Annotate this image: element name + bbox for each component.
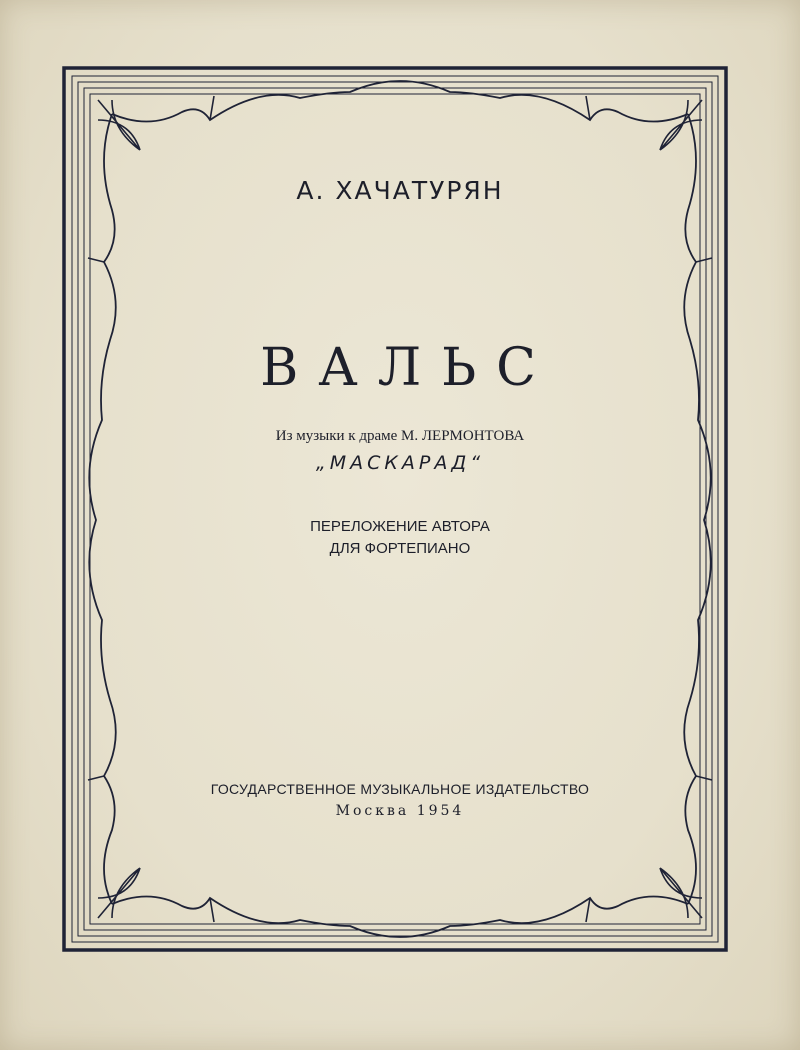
arrangement-line-1: ПЕРЕЛОЖЕНИЕ АВТОРА (310, 518, 490, 535)
arrangement-line-2: ДЛЯ ФОРТЕПИАНО (329, 540, 471, 557)
publication-place-year: Москва 1954 (335, 803, 465, 819)
composer-name: А. ХАЧАТУРЯН (296, 176, 504, 205)
piece-title: ВАЛЬС (260, 338, 556, 398)
play-title: „МАСКАРАД“ (315, 452, 485, 474)
source-subtitle: Из музыки к драме М. ЛЕРМОНТОВА (275, 428, 525, 444)
publisher-name: ГОСУДАРСТВЕННОЕ МУЗЫКАЛЬНОЕ ИЗДАТЕЛЬСТВО (210, 781, 590, 797)
